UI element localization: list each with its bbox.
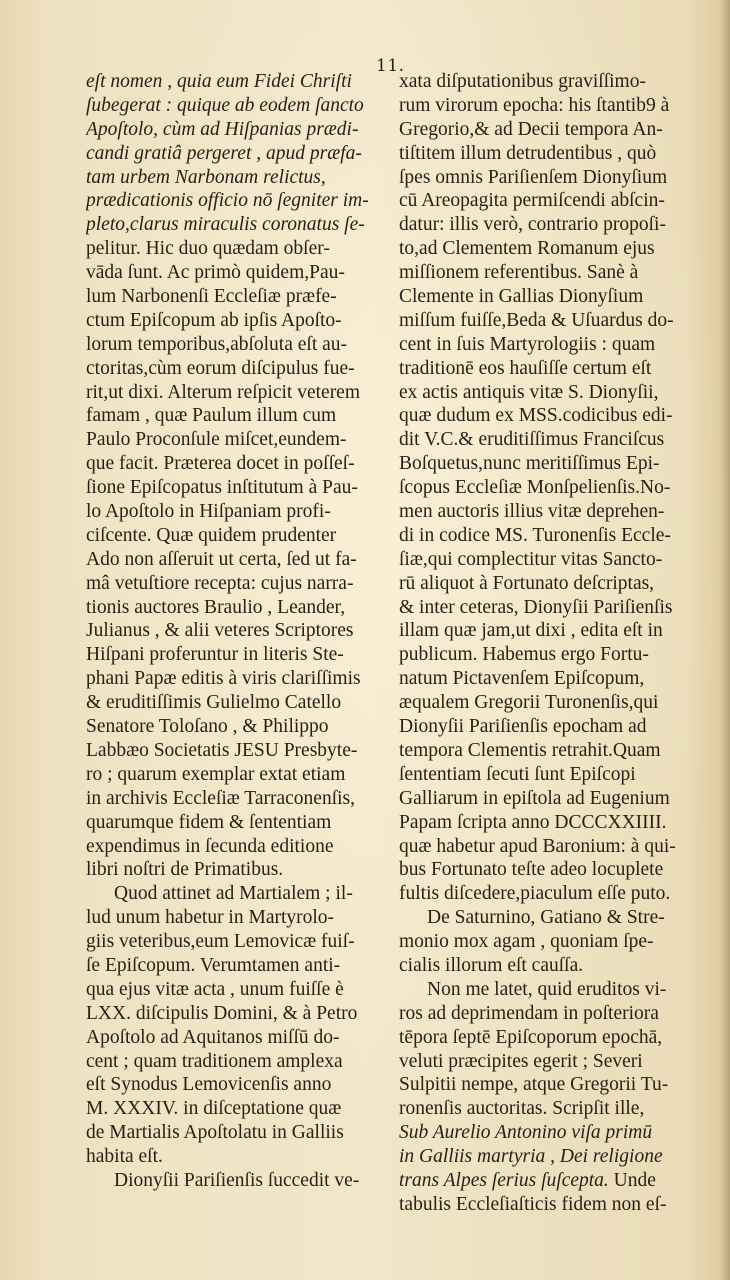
- text-line: rū aliquot à Fortunato deſcriptas,: [399, 572, 655, 594]
- text-line: ſpes omnis Pariſienſem Dionyſium: [399, 166, 668, 188]
- text-line: in Galliis martyria , Dei religione: [399, 1146, 663, 1168]
- text-line: ſiæ,qui complectitur vitas Sancto-: [399, 548, 663, 570]
- text-line: Boſquetus,nunc meritiſſimus Epi-: [399, 453, 660, 475]
- text-line: tionis auctores Braulio , Leander,: [86, 596, 346, 618]
- text-line: Papam ſcripta anno DCCCXXIIII.: [399, 811, 667, 833]
- text-line: cent in ſuis Martyrologiis : quam: [399, 333, 656, 355]
- right-text-column: [399, 70, 721, 1217]
- text-line: pleto,clarus miraculis coronatus ſe-: [86, 214, 365, 236]
- text-line: miſſum fuiſſe,Beda & Uſuardus do-: [399, 309, 674, 331]
- text-line: lud unum habetur in Martyrolo-: [86, 907, 335, 929]
- text-line: to,ad Clementem Romanum ejus: [399, 238, 655, 260]
- text-line: que facit. Præterea docet in poſſeſ-: [86, 453, 355, 475]
- text-line: libri noſtri de Primatibus.: [86, 859, 284, 881]
- text-line: ſe Epiſcopum. Verumtamen anti-: [86, 954, 341, 976]
- text-line: eſt nomen , quia eum Fidei Chriſti: [86, 71, 352, 92]
- text-line: Sub Aurelio Antonino viſa primū: [399, 1122, 653, 1144]
- text-line: monio mox agam , quoniam ſpe-: [399, 931, 654, 953]
- text-line: natum Pictavenſem Epiſcopum,: [399, 668, 645, 690]
- text-line: Dionyſii Pariſienſis epocham ad: [399, 716, 647, 738]
- text-line: ciſcente. Quæ quidem prudenter: [86, 524, 337, 546]
- text-line: cent ; quam traditionem amplexa: [86, 1050, 343, 1072]
- text-line: bus Fortunato teſte adeo locuplete: [399, 859, 664, 881]
- text-line: men auctoris illius vitæ deprehen-: [399, 501, 665, 523]
- text-line: cialis illorum eſt cauſſa.: [399, 954, 584, 976]
- text-line: lum Narbonenſi Eccleſiæ præfe-: [86, 286, 337, 308]
- text-line: in archivis Eccleſiæ Tarraconenſis,: [86, 787, 356, 809]
- text-line: xata diſputationibus graviſſimo-: [399, 71, 646, 92]
- text-line: illam quæ jam,ut dixi , edita eſt in: [399, 620, 663, 642]
- text-line: candi gratiâ pergeret , apud præfa-: [86, 142, 362, 164]
- text-line: ſcopus Eccleſiæ Monſpelienſis.No-: [399, 477, 671, 499]
- text-line: Dionyſii Pariſienſis ſuccedit ve-: [114, 1169, 360, 1191]
- text-line: Senatore Toloſano , & Philippo: [86, 716, 329, 738]
- page-edge-shadow: [720, 0, 730, 1280]
- text-line: quæ dudum ex MSS.codicibus edi-: [399, 405, 673, 427]
- text-line: quæ habetur apud Baronium: à qui-: [399, 835, 676, 857]
- text-line: ſententiam ſecuti ſunt Epiſcopi: [399, 763, 636, 785]
- text-line: & inter ceteras, Dionyſii Pariſienſis: [399, 596, 673, 618]
- text-line: tiſtitem illum detrudentibus , quò: [399, 142, 657, 164]
- text-line: tempora Clementis retrahit.Quam: [399, 739, 661, 761]
- text-line: Apoſtolo ad Aquitanos miſſū do-: [86, 1026, 340, 1048]
- text-line: eſt Synodus Lemovicenſis anno: [86, 1074, 332, 1096]
- left-text-column: [86, 70, 384, 1193]
- text-line: habita eſt.: [86, 1146, 163, 1168]
- text-line: ros ad deprimendam in poſteriora: [399, 1002, 659, 1024]
- text-line: traditionē eos hauſiſſe certum eſt: [399, 357, 652, 379]
- text-line: expendimus in ſecunda editione: [86, 835, 334, 857]
- text-line: dit V.C.& eruditiſſimus Franciſcus: [399, 429, 665, 451]
- text-line: mâ vetuſtiore recepta: cujus narra-: [86, 572, 354, 594]
- text-line: miſſionem referentibus. Sanè à: [399, 262, 639, 284]
- text-line: tabulis Eccleſiaſticis fidem non eſ-: [399, 1193, 667, 1215]
- text-line: Galliarum in epiſtola ad Eugenium: [399, 787, 670, 809]
- text-line: ctum Epiſcopum ab ipſis Apoſto-: [86, 309, 342, 331]
- text-line: ſubegerat : quique ab eodem ſancto: [86, 94, 364, 116]
- text-line: Gregorio,& ad Decii tempora An-: [399, 118, 663, 140]
- text-line: di in codice MS. Turonenſis Eccle-: [399, 524, 671, 546]
- text-line: Sulpitii nempe, atque Gregorii Tu-: [399, 1074, 669, 1096]
- text-line: Non me latet, quid eruditos vi-: [427, 978, 667, 1000]
- text-line: tēpora ſeptē Epiſcoporum epochā,: [399, 1026, 663, 1048]
- text-line: ronenſis auctoritas. Scripſit ille,: [399, 1098, 645, 1120]
- text-line: publicum. Habemus ergo Fortu-: [399, 644, 649, 666]
- text-line: M. XXXIV. in diſceptatione quæ: [86, 1098, 342, 1120]
- text-line: ctoritas,cùm eorum diſcipulus fue-: [86, 357, 355, 379]
- page-number: 11.: [376, 56, 405, 76]
- text-line: qua ejus vitæ acta , unum fuiſſe è: [86, 978, 344, 1000]
- text-line: Hiſpani proferuntur in literis Ste-: [86, 644, 344, 666]
- text-line: rum virorum epocha: his ſtantib9 à: [399, 94, 670, 116]
- text-line: famam , quæ Paulum illum cum: [86, 405, 337, 427]
- text-line: de Martialis Apoſtolatu in Galliis: [86, 1122, 344, 1144]
- text-line: Julianus , & alii veteres Scriptores: [86, 620, 354, 642]
- text-line: æqualem Gregorii Turonenſis,qui: [399, 692, 659, 714]
- text-line: phani Papæ editis à viris clariſſimis: [86, 668, 361, 690]
- text-line: Apoſtolo, cùm ad Hiſpanias prædi-: [86, 118, 359, 140]
- text-line: vāda ſunt. Ac primò quidem,Pau-: [86, 262, 345, 284]
- text-line: Paulo Proconſule miſcet,eundem-: [86, 429, 347, 451]
- text-line: giis veteribus,eum Lemovicæ fuiſ-: [86, 931, 355, 953]
- text-line: quarumque fidem & ſententiam: [86, 811, 332, 833]
- text-line: tam urbem Narbonam relictus,: [86, 166, 326, 188]
- text-line: LXX. diſcipulis Domini, & à Petro: [86, 1002, 358, 1024]
- text-line: datur: illis verò, contrario propoſi-: [399, 214, 666, 236]
- roman-fragment: Unde: [608, 1169, 656, 1191]
- italic-fragment: trans Alpes ſerius ſuſcepta.: [399, 1169, 609, 1191]
- text-line: ro ; quarum exemplar extat etiam: [86, 763, 346, 785]
- text-line: lo Apoſtolo in Hiſpaniam profi-: [86, 501, 331, 523]
- text-line: ex actis antiquis vitæ S. Dionyſii,: [399, 381, 659, 403]
- text-line: prædicationis officio nō ſegniter im-: [86, 190, 369, 212]
- text-line: Quod attinet ad Martialem ; il-: [114, 883, 353, 905]
- text-line: lorum temporibus,abſoluta eſt au-: [86, 333, 348, 355]
- text-line: & eruditiſſimis Gulielmo Catello: [86, 692, 342, 714]
- text-line: veluti præcipites egerit ; Severi: [399, 1050, 643, 1072]
- text-line: ſione Epiſcopatus inſtitutum à Pau-: [86, 477, 358, 499]
- text-line: Labbæo Societatis JESU Presbyte-: [86, 739, 358, 761]
- text-line: rit,ut dixi. Alterum reſpicit veterem: [86, 381, 361, 403]
- text-line: [399, 1169, 721, 1193]
- text-line: cū Areopagita permiſcendi abſcin-: [399, 190, 665, 212]
- text-line: fultis diſcedere,piaculum eſſe puto.: [399, 883, 671, 905]
- text-line: Ado non aſſeruit ut certa, ſed ut fa-: [86, 548, 357, 570]
- text-line: pelitur. Hic duo quædam obſer-: [86, 238, 330, 260]
- text-line: Clemente in Gallias Dionyſium: [399, 286, 644, 308]
- text-line: De Saturnino, Gatiano & Stre-: [427, 907, 665, 929]
